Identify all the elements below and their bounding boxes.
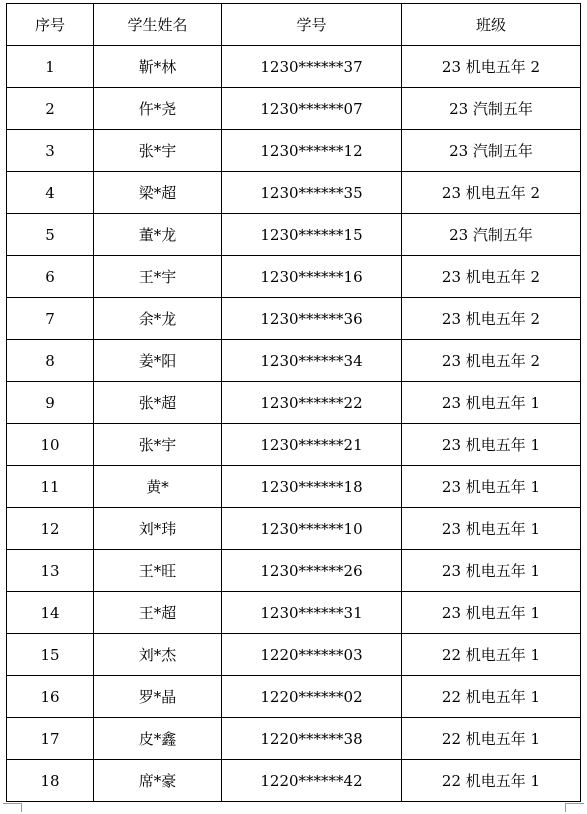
cell-class: 23 机电五年 2 xyxy=(402,298,581,340)
cell-student-name: 靳*林 xyxy=(94,46,222,88)
cell-class: 23 机电五年 2 xyxy=(402,256,581,298)
cell-class: 23 机电五年 1 xyxy=(402,424,581,466)
cell-student-name: 董*龙 xyxy=(94,214,222,256)
cell-class: 22 机电五年 1 xyxy=(402,676,581,718)
cell-student-id: 1230******36 xyxy=(222,298,402,340)
cell-student-id: 1230******26 xyxy=(222,550,402,592)
table-header-row xyxy=(7,4,581,46)
cell-class: 23 机电五年 1 xyxy=(402,382,581,424)
page-corner-mark-right xyxy=(565,803,584,812)
cell-serial-number: 13 xyxy=(7,550,94,592)
cell-serial-number: 7 xyxy=(7,298,94,340)
cell-student-id: 1220******38 xyxy=(222,718,402,760)
cell-student-name: 张*宇 xyxy=(94,424,222,466)
cell-class: 22 机电五年 1 xyxy=(402,760,581,802)
cell-class: 23 机电五年 2 xyxy=(402,46,581,88)
cell-class: 23 机电五年 1 xyxy=(402,508,581,550)
cell-student-name: 罗*晶 xyxy=(94,676,222,718)
cell-serial-number: 5 xyxy=(7,214,94,256)
cell-student-id: 1230******16 xyxy=(222,256,402,298)
cell-student-name: 皮*鑫 xyxy=(94,718,222,760)
cell-student-id: 1230******37 xyxy=(222,46,402,88)
cell-student-name: 张*超 xyxy=(94,382,222,424)
cell-serial-number: 17 xyxy=(7,718,94,760)
cell-serial-number: 16 xyxy=(7,676,94,718)
cell-student-id: 1220******42 xyxy=(222,760,402,802)
cell-student-id: 1230******35 xyxy=(222,172,402,214)
cell-student-id: 1230******18 xyxy=(222,466,402,508)
cell-serial-number: 11 xyxy=(7,466,94,508)
header-student-id: 学号 xyxy=(222,4,402,46)
table-body xyxy=(7,46,581,802)
cell-student-id: 1230******34 xyxy=(222,340,402,382)
cell-class: 23 机电五年 1 xyxy=(402,466,581,508)
table-row xyxy=(7,382,581,424)
cell-student-name: 姜*阳 xyxy=(94,340,222,382)
cell-serial-number: 9 xyxy=(7,382,94,424)
cell-student-name: 梁*超 xyxy=(94,172,222,214)
student-roster-table xyxy=(6,3,581,802)
cell-class: 23 汽制五年 xyxy=(402,88,581,130)
cell-serial-number: 2 xyxy=(7,88,94,130)
page-corner-mark-left xyxy=(3,803,22,812)
cell-student-name: 席*豪 xyxy=(94,760,222,802)
table-row xyxy=(7,592,581,634)
cell-student-name: 王*超 xyxy=(94,592,222,634)
cell-student-id: 1230******10 xyxy=(222,508,402,550)
cell-class: 23 汽制五年 xyxy=(402,130,581,172)
header-serial-number: 序号 xyxy=(7,4,94,46)
cell-student-name: 仵*尧 xyxy=(94,88,222,130)
cell-class: 22 机电五年 1 xyxy=(402,718,581,760)
table-row xyxy=(7,172,581,214)
cell-class: 23 机电五年 2 xyxy=(402,340,581,382)
cell-student-id: 1230******22 xyxy=(222,382,402,424)
table-row xyxy=(7,718,581,760)
cell-serial-number: 18 xyxy=(7,760,94,802)
cell-student-name: 刘*玮 xyxy=(94,508,222,550)
table-row xyxy=(7,424,581,466)
cell-student-id: 1230******21 xyxy=(222,424,402,466)
cell-serial-number: 4 xyxy=(7,172,94,214)
cell-student-name: 黄* xyxy=(94,466,222,508)
cell-serial-number: 8 xyxy=(7,340,94,382)
table-row xyxy=(7,466,581,508)
cell-serial-number: 10 xyxy=(7,424,94,466)
cell-serial-number: 12 xyxy=(7,508,94,550)
table-row xyxy=(7,88,581,130)
cell-student-id: 1230******31 xyxy=(222,592,402,634)
cell-class: 23 汽制五年 xyxy=(402,214,581,256)
table-row xyxy=(7,676,581,718)
header-class: 班级 xyxy=(402,4,581,46)
cell-student-id: 1220******03 xyxy=(222,634,402,676)
cell-serial-number: 14 xyxy=(7,592,94,634)
cell-student-id: 1230******07 xyxy=(222,88,402,130)
header-student-name: 学生姓名 xyxy=(94,4,222,46)
cell-class: 23 机电五年 2 xyxy=(402,172,581,214)
cell-class: 23 机电五年 1 xyxy=(402,592,581,634)
cell-student-name: 张*宇 xyxy=(94,130,222,172)
cell-student-id: 1220******02 xyxy=(222,676,402,718)
cell-student-name: 刘*杰 xyxy=(94,634,222,676)
table-row xyxy=(7,550,581,592)
cell-serial-number: 3 xyxy=(7,130,94,172)
cell-class: 22 机电五年 1 xyxy=(402,634,581,676)
table-row xyxy=(7,214,581,256)
cell-student-name: 王*宇 xyxy=(94,256,222,298)
cell-student-id: 1230******15 xyxy=(222,214,402,256)
table-row xyxy=(7,130,581,172)
cell-student-id: 1230******12 xyxy=(222,130,402,172)
table-row xyxy=(7,634,581,676)
cell-serial-number: 6 xyxy=(7,256,94,298)
table-row xyxy=(7,760,581,802)
table-row xyxy=(7,508,581,550)
cell-student-name: 余*龙 xyxy=(94,298,222,340)
cell-student-name: 王*旺 xyxy=(94,550,222,592)
table-row xyxy=(7,298,581,340)
cell-serial-number: 1 xyxy=(7,46,94,88)
cell-class: 23 机电五年 1 xyxy=(402,550,581,592)
table-row xyxy=(7,340,581,382)
cell-serial-number: 15 xyxy=(7,634,94,676)
table-row xyxy=(7,256,581,298)
table-row xyxy=(7,46,581,88)
